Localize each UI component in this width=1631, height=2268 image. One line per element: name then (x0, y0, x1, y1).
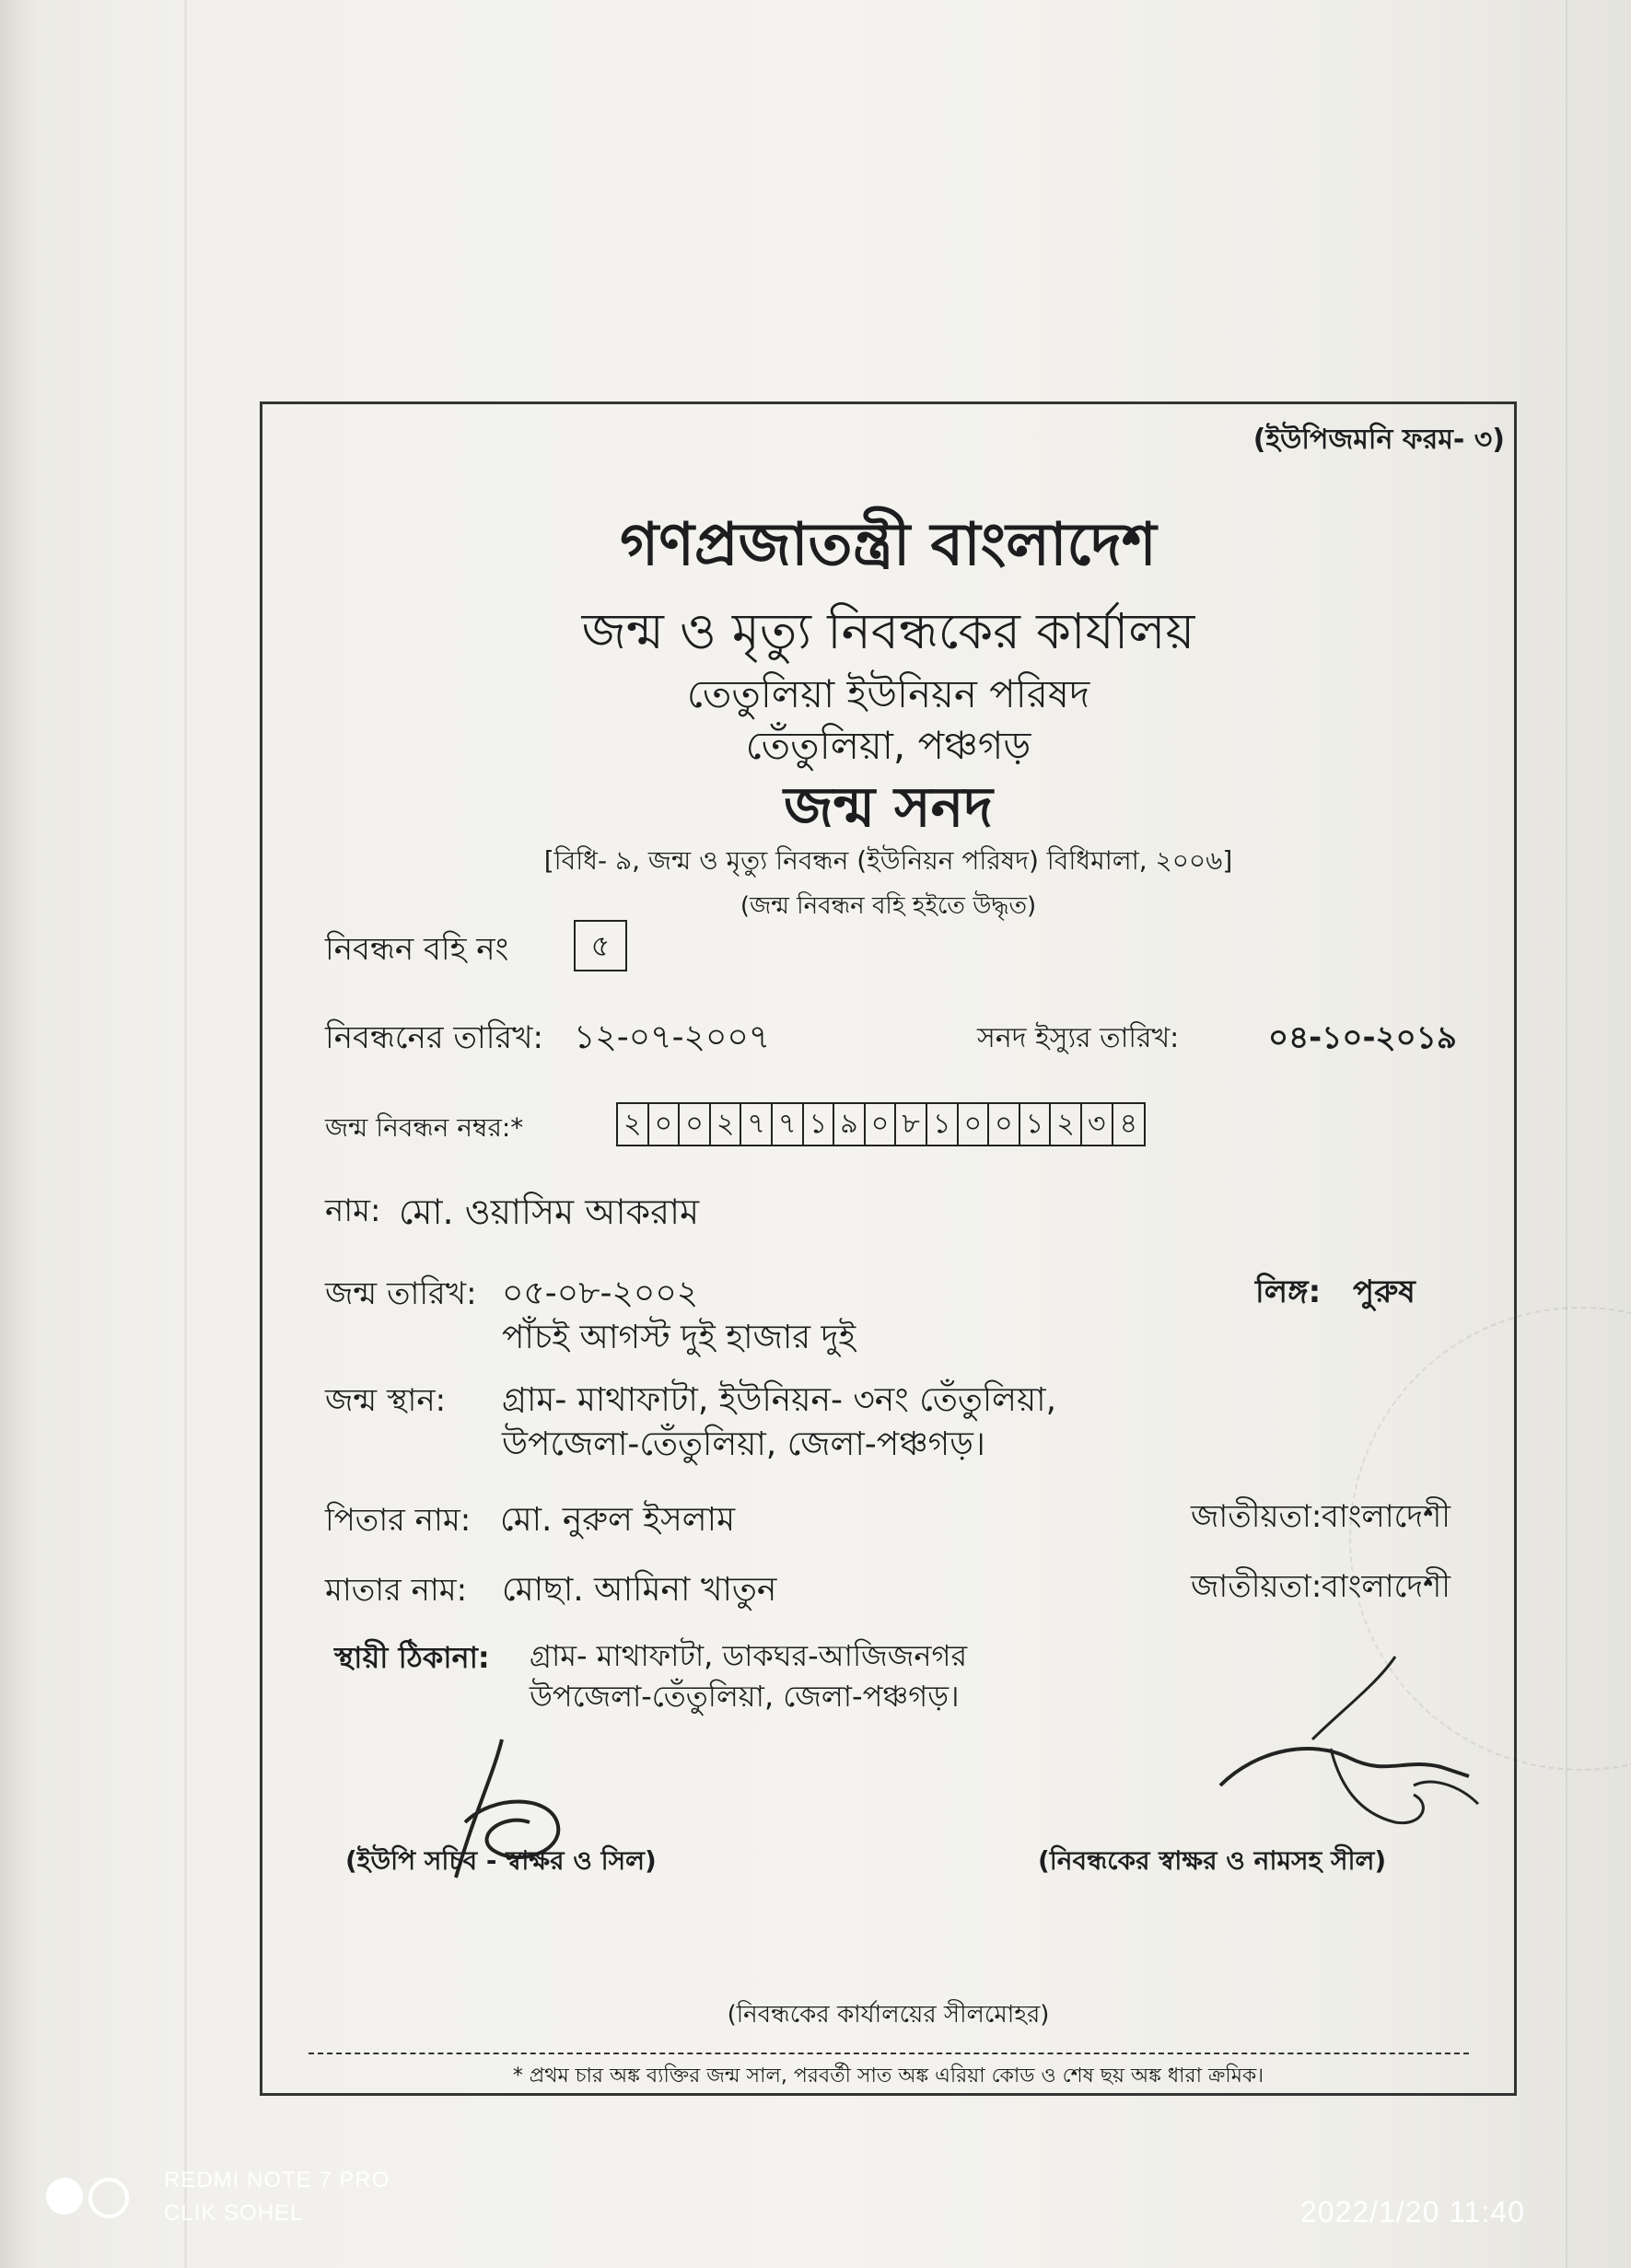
father-nationality: বাংলাদেশী (1322, 1498, 1450, 1535)
address-label: স্থায়ী ঠিকানা: (334, 1640, 490, 1675)
footnote: * প্রথম চার অঙ্ক ব্যক্তির জন্ম সাল, পরবর্তী সাত অঙ্ক এরিয়া কোড ও শেষ ছয় অঙ্ক ধারা ক্রমিক। (512, 2064, 1264, 2088)
office-seal-caption: (নিবন্ধকের কার্যালয়ের সীলমোহর) (727, 2001, 1050, 2029)
birthplace-line1: গ্রাম- মাথাফাটা, ইউনিয়ন- ৩নং তেঁতুলিয়া, (502, 1381, 1057, 1419)
paper-fold (184, 0, 187, 2268)
reg-no-digit: ৩ (1082, 1104, 1113, 1145)
registrar-signature (1202, 1647, 1497, 1841)
reg-date-label: নিবন্ধনের তারিখ: (325, 1019, 543, 1056)
sex-label: লিঙ্গ: (1255, 1274, 1322, 1310)
watermark-dot-icon (46, 2178, 83, 2215)
reg-no-digit: ৭ (741, 1104, 773, 1145)
mother-name: মোছা. আমিনা খাতুন (502, 1571, 777, 1609)
reg-no-digit: ৭ (773, 1104, 804, 1145)
watermark-timestamp: 2022/1/20 11:40 (1300, 2195, 1525, 2228)
reg-date: ১২-০৭-২০০৭ (574, 1018, 771, 1056)
paper-fold (1566, 0, 1567, 2268)
issue-date: ০৪-১০-২০১৯ (1268, 1019, 1457, 1056)
dob-label: জন্ম তারিখ: (325, 1275, 477, 1312)
father-name: মো. নুরুল ইসলাম (500, 1501, 736, 1539)
office-heading: জন্ম ও মৃত্যু নিবন্ধকের কার্যালয় (581, 602, 1195, 660)
reg-no-digit: ১ (927, 1104, 959, 1145)
reg-no-digit: ১ (804, 1104, 835, 1145)
reg-no-digit: ০ (649, 1104, 681, 1145)
reg-no-digit: ৪ (1119, 1108, 1138, 1140)
reg-no-digit: ১ (1020, 1104, 1052, 1145)
birthplace-line2: উপজেলা-তেঁতুলিয়া, জেলা-পঞ্চগড়। (502, 1425, 985, 1463)
watermark-device: REDMI NOTE 7 PRO (164, 2168, 390, 2192)
father-label: পিতার নাম: (325, 1502, 472, 1539)
reg-no-boxes (616, 1102, 1146, 1146)
union-heading: তেতুলিয়া ইউনিয়ন পরিষদ (686, 671, 1090, 716)
reg-no-digit: ০ (866, 1104, 897, 1145)
mother-nationality: বাংলাদেশী (1322, 1568, 1450, 1605)
rule-reference: [বিধি- ৯, জন্ম ও মৃত্যু নিবন্ধন (ইউনিয়ন পরিষদ) বিধিমালা, ২০০৬] (543, 845, 1233, 876)
watermark-ring-icon (88, 2178, 129, 2218)
registrar-caption: (নিবন্ধকের স্বাক্ষর ও নামসহ সীল) (1038, 1845, 1387, 1876)
reg-no-digit: ২ (711, 1104, 742, 1145)
footnote-divider (309, 2053, 1469, 2054)
father-nat-label: জাতীয়তা: (1191, 1498, 1322, 1535)
location-heading: তেঁতুলিয়া, পঞ্চগড় (745, 723, 1031, 768)
country-heading: গণপ্রজাতন্ত্রী বাংলাদেশ (620, 511, 1157, 579)
reg-no-digit: ৯ (834, 1104, 866, 1145)
issue-date-label: সনদ ইস্যুর তারিখ: (977, 1022, 1180, 1054)
reg-no-label: জন্ম নিবন্ধন নম্বর:* (325, 1112, 524, 1143)
address-line2: উপজেলা-তেঁতুলিয়া, জেলা-পঞ্চগড়। (530, 1679, 960, 1714)
sex-value: পুরুষ (1353, 1274, 1415, 1310)
name-value: মো. ওয়াসিম আকরাম (399, 1192, 700, 1232)
reg-no-digit: ৮ (896, 1104, 927, 1145)
reg-no-digit: ০ (989, 1104, 1020, 1145)
extract-note: (জন্ম নিবন্ধন বহি হইতে উদ্ধৃত) (740, 892, 1037, 920)
dob-value: ০৫-০৮-২০০২ (502, 1274, 699, 1312)
reg-no-digit: ০ (959, 1104, 990, 1145)
watermark-credit: CLIK SOHEL (164, 2201, 304, 2226)
address-line1: গ্রাম- মাথাফাটা, ডাকঘর-আজিজনগর (530, 1638, 968, 1673)
birthplace-label: জন্ম স্থান: (325, 1382, 447, 1419)
reg-no-digit: ২ (1051, 1104, 1082, 1145)
name-label: নাম: (325, 1192, 381, 1229)
secretary-caption: (ইউপি সচিব - স্বাক্ষর ও সিল) (345, 1845, 657, 1876)
reg-no-digit: ০ (680, 1104, 711, 1145)
book-no-label: নিবন্ধন বহি নং (325, 931, 509, 968)
birth-certificate (260, 401, 1517, 2096)
book-no-box: ৫ (574, 920, 627, 971)
dob-words: পাঁচই আগস্ট দুই হাজার দুই (502, 1319, 856, 1356)
mother-nat-label: জাতীয়তা: (1191, 1568, 1322, 1605)
reg-no-digit: ২ (618, 1104, 649, 1145)
mother-label: মাতার নাম: (325, 1572, 468, 1609)
certificate-title: জন্ম সনদ (784, 775, 993, 840)
form-code: (ইউপিজমনি ফরম- ৩) (1252, 424, 1505, 456)
